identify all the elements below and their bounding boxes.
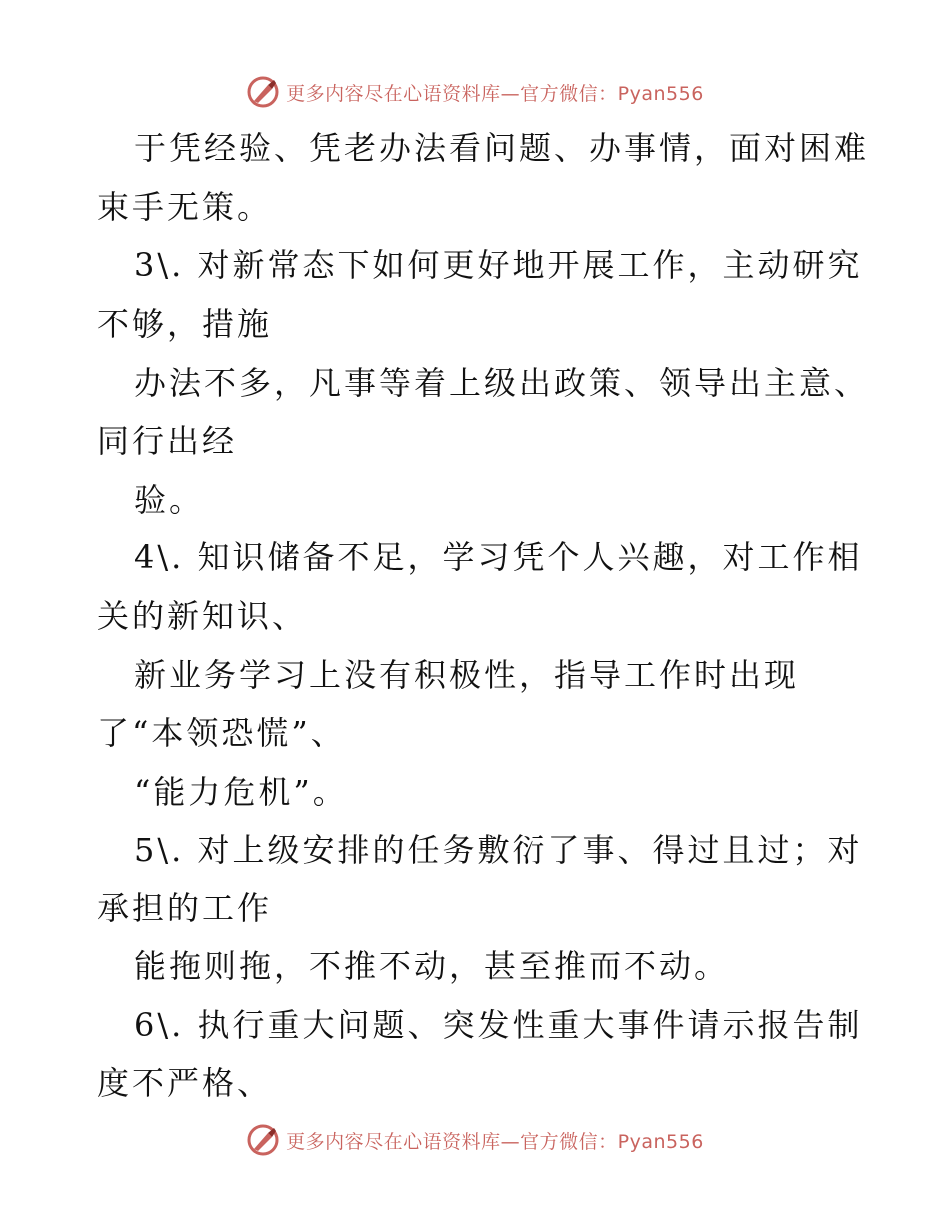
footer-banner-text: 更多内容尽在心语资料库—官方微信：Pyan556	[286, 1130, 704, 1153]
text-line: 6\. 执行重大问题、突发性重大事件请示报告制	[134, 1006, 863, 1044]
pen-logo-icon	[246, 75, 280, 109]
text-line: 办法不多，凡事等着上级出政策、领导出主意、	[134, 364, 870, 402]
header-banner	[0, 72, 950, 112]
text-line: 同行出经	[97, 422, 238, 460]
text-line: 4\. 知识储备不足，学习凭个人兴趣，对工作相	[134, 538, 863, 576]
text-line: 验。	[134, 481, 205, 519]
text-line: 3\. 对新常态下如何更好地开展工作，主动研究	[134, 246, 863, 284]
text-line: “能力危机”。	[134, 773, 348, 811]
text-line: 关的新知识、	[97, 597, 308, 635]
pen-logo-icon	[246, 1123, 280, 1157]
text-line: 新业务学习上没有积极性，指导工作时出现	[134, 656, 800, 694]
text-line: 不够，措施	[97, 305, 273, 343]
text-line: 度不严格、	[97, 1064, 273, 1102]
text-line: 5\. 对上级安排的任务敷衍了事、得过且过；对	[134, 831, 863, 869]
text-line: 承担的工作	[97, 889, 273, 927]
text-line: 于凭经验、凭老办法看问题、办事情，面对困难	[134, 129, 870, 167]
footer-banner	[0, 1120, 950, 1160]
text-line: 束手无策。	[97, 188, 273, 226]
text-line: 了“本领恐慌”、	[97, 714, 346, 752]
header-banner-text: 更多内容尽在心语资料库—官方微信：Pyan556	[286, 82, 704, 105]
text-line: 能拖则拖，不推不动，甚至推而不动。	[134, 947, 730, 985]
